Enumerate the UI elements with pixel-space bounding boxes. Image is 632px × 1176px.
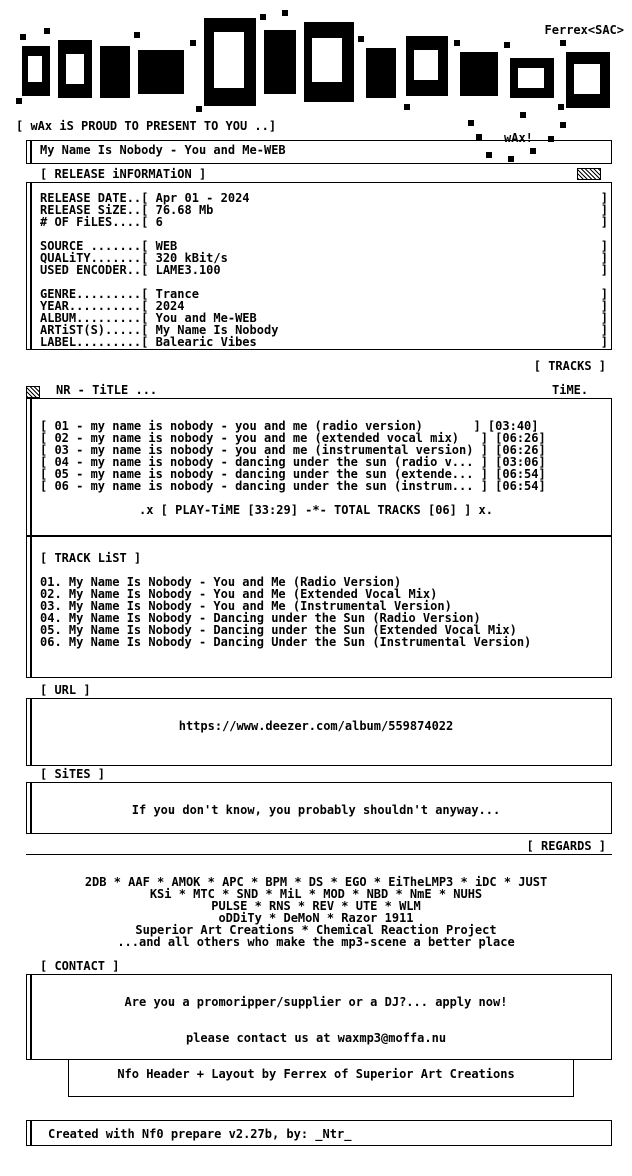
- track-row: [ 02 - my name is nobody - you and me (extended vocal mix) ] [06:26]: [40, 431, 546, 445]
- url-heading: [ URL ]: [40, 683, 91, 697]
- track-list-item: 05. My Name Is Nobody - Dancing under the Sun (Extended Vocal Mix): [40, 623, 517, 637]
- contact-box-left-bar: [30, 974, 32, 1060]
- tracks-summary: .x [ PLAY-TiME [33:29] -*- TOTAL TRACKS [06] ] x.: [138, 503, 493, 517]
- track-list-item: 01. My Name Is Nobody - You and Me (Radio Version): [40, 575, 402, 589]
- regards-line: oDDiTy * DeMoN * Razor 1911: [218, 911, 414, 925]
- header-credit: Ferrex<SAC>: [544, 23, 624, 37]
- sites-text: If you don't know, you probably shouldn't anyway...: [131, 803, 501, 817]
- track-list-item: 06. My Name Is Nobody - Dancing Under the Sun (Instrumental Version): [40, 635, 532, 649]
- contact-box: [26, 974, 612, 1060]
- track-row: [ 04 - my name is nobody - dancing under the sun (radio v... ] [03:06]: [40, 455, 546, 469]
- created-with-left-bar: [30, 1120, 32, 1146]
- info-line-release-size: RELEASE SiZE..[ 76.68 Mb: [40, 203, 214, 217]
- regards-line: Superior Art Creations * Chemical Reaction Project: [135, 923, 497, 937]
- info-line-artist: ARTiST(S).....[ My Name Is Nobody: [40, 323, 279, 337]
- info-line-genre: GENRE.........[ Trance: [40, 287, 199, 301]
- album-url-link[interactable]: https://www.deezer.com/album/559874022: [178, 719, 454, 733]
- wax-ascii-logo: [14, 10, 620, 112]
- group-tag: wAx!: [504, 131, 533, 145]
- regards-line: ...and all others who make the mp3-scene a better place: [117, 935, 515, 949]
- contact-line-apply: Are you a promoripper/supplier or a DJ?... apply now!: [124, 995, 508, 1009]
- tracks-col-title: NR - TiTLE ...: [56, 383, 158, 397]
- track-list-item: 03. My Name Is Nobody - You and Me (Instrumental Version): [40, 599, 452, 613]
- info-line-year: YEAR..........[ 2024: [40, 299, 185, 313]
- url-box-left-bar: [30, 698, 32, 766]
- track-list-heading: [ TRACK LiST ]: [40, 551, 142, 565]
- info-line-encoder: USED ENCODER..[ LAME3.100: [40, 263, 221, 277]
- info-line-album: ALBUM.........[ You and Me-WEB: [40, 311, 257, 325]
- track-row: [ 01 - my name is nobody - you and me (radio version) ] [03:40]: [40, 419, 539, 433]
- info-line-num-files: # OF FiLES....[ 6: [40, 215, 163, 229]
- created-with-text: Created with Nf0 prepare v2.27b, by: _Ntr_: [48, 1127, 352, 1141]
- info-line-label: LABEL.........[ Balearic Vibes: [40, 335, 257, 349]
- release-title: My Name Is Nobody - You and Me-WEB: [40, 143, 286, 157]
- release-info-left-bar: [30, 182, 32, 350]
- track-row: [ 03 - my name is nobody - you and me (instrumental version) ] [06:26]: [40, 443, 546, 457]
- track-list-left-bar: [30, 536, 32, 678]
- release-info-heading: [ RELEASE iNFORMATiON ]: [40, 167, 207, 181]
- regards-heading: [ REGARDS ]: [526, 839, 606, 853]
- hatch-decoration: [577, 168, 601, 180]
- info-bracket: ] ] ] ] ] ] ] ] ] ] ]: [600, 191, 608, 349]
- info-line-source: SOURCE .......[ WEB: [40, 239, 178, 253]
- sites-heading: [ SiTES ]: [40, 767, 106, 781]
- regards-line: PULSE * RNS * REV * UTE * WLM: [211, 899, 421, 913]
- track-row: [ 05 - my name is nobody - dancing under the sun (extende... ] [06:54]: [40, 467, 546, 481]
- info-line-release-date: RELEASE DATE..[ Apr 01 - 2024: [40, 191, 250, 205]
- regards-rule: [26, 854, 612, 855]
- title-box-left-bar: [30, 140, 32, 164]
- regards-line: KSi * MTC * SND * MiL * MOD * NBD * NmE * NUHS: [149, 887, 483, 901]
- tracks-col-time: TiME.: [552, 383, 589, 397]
- track-row: [ 06 - my name is nobody - dancing under the sun (instrum... ] [06:54]: [40, 479, 546, 493]
- contact-line-email[interactable]: please contact us at waxmp3@moffa.nu: [185, 1031, 447, 1045]
- layout-credit: Nfo Header + Layout by Ferrex of Superior Art Creations: [117, 1067, 515, 1081]
- info-line-quality: QUALiTY.......[ 320 kBit/s: [40, 251, 228, 265]
- hatch-decoration-small: [26, 386, 40, 398]
- track-list-item: 02. My Name Is Nobody - You and Me (Extended Vocal Mix): [40, 587, 438, 601]
- presents-line: [ wAx iS PROUD TO PRESENT TO YOU ..]: [16, 119, 277, 133]
- track-list-item: 04. My Name Is Nobody - Dancing under the Sun (Radio Version): [40, 611, 481, 625]
- regards-line: 2DB * AAF * AMOK * APC * BPM * DS * EGO * EiTheLMP3 * iDC * JUST: [84, 875, 548, 889]
- contact-heading: [ CONTACT ]: [40, 959, 120, 973]
- tracks-heading: [ TRACKS ]: [533, 359, 606, 373]
